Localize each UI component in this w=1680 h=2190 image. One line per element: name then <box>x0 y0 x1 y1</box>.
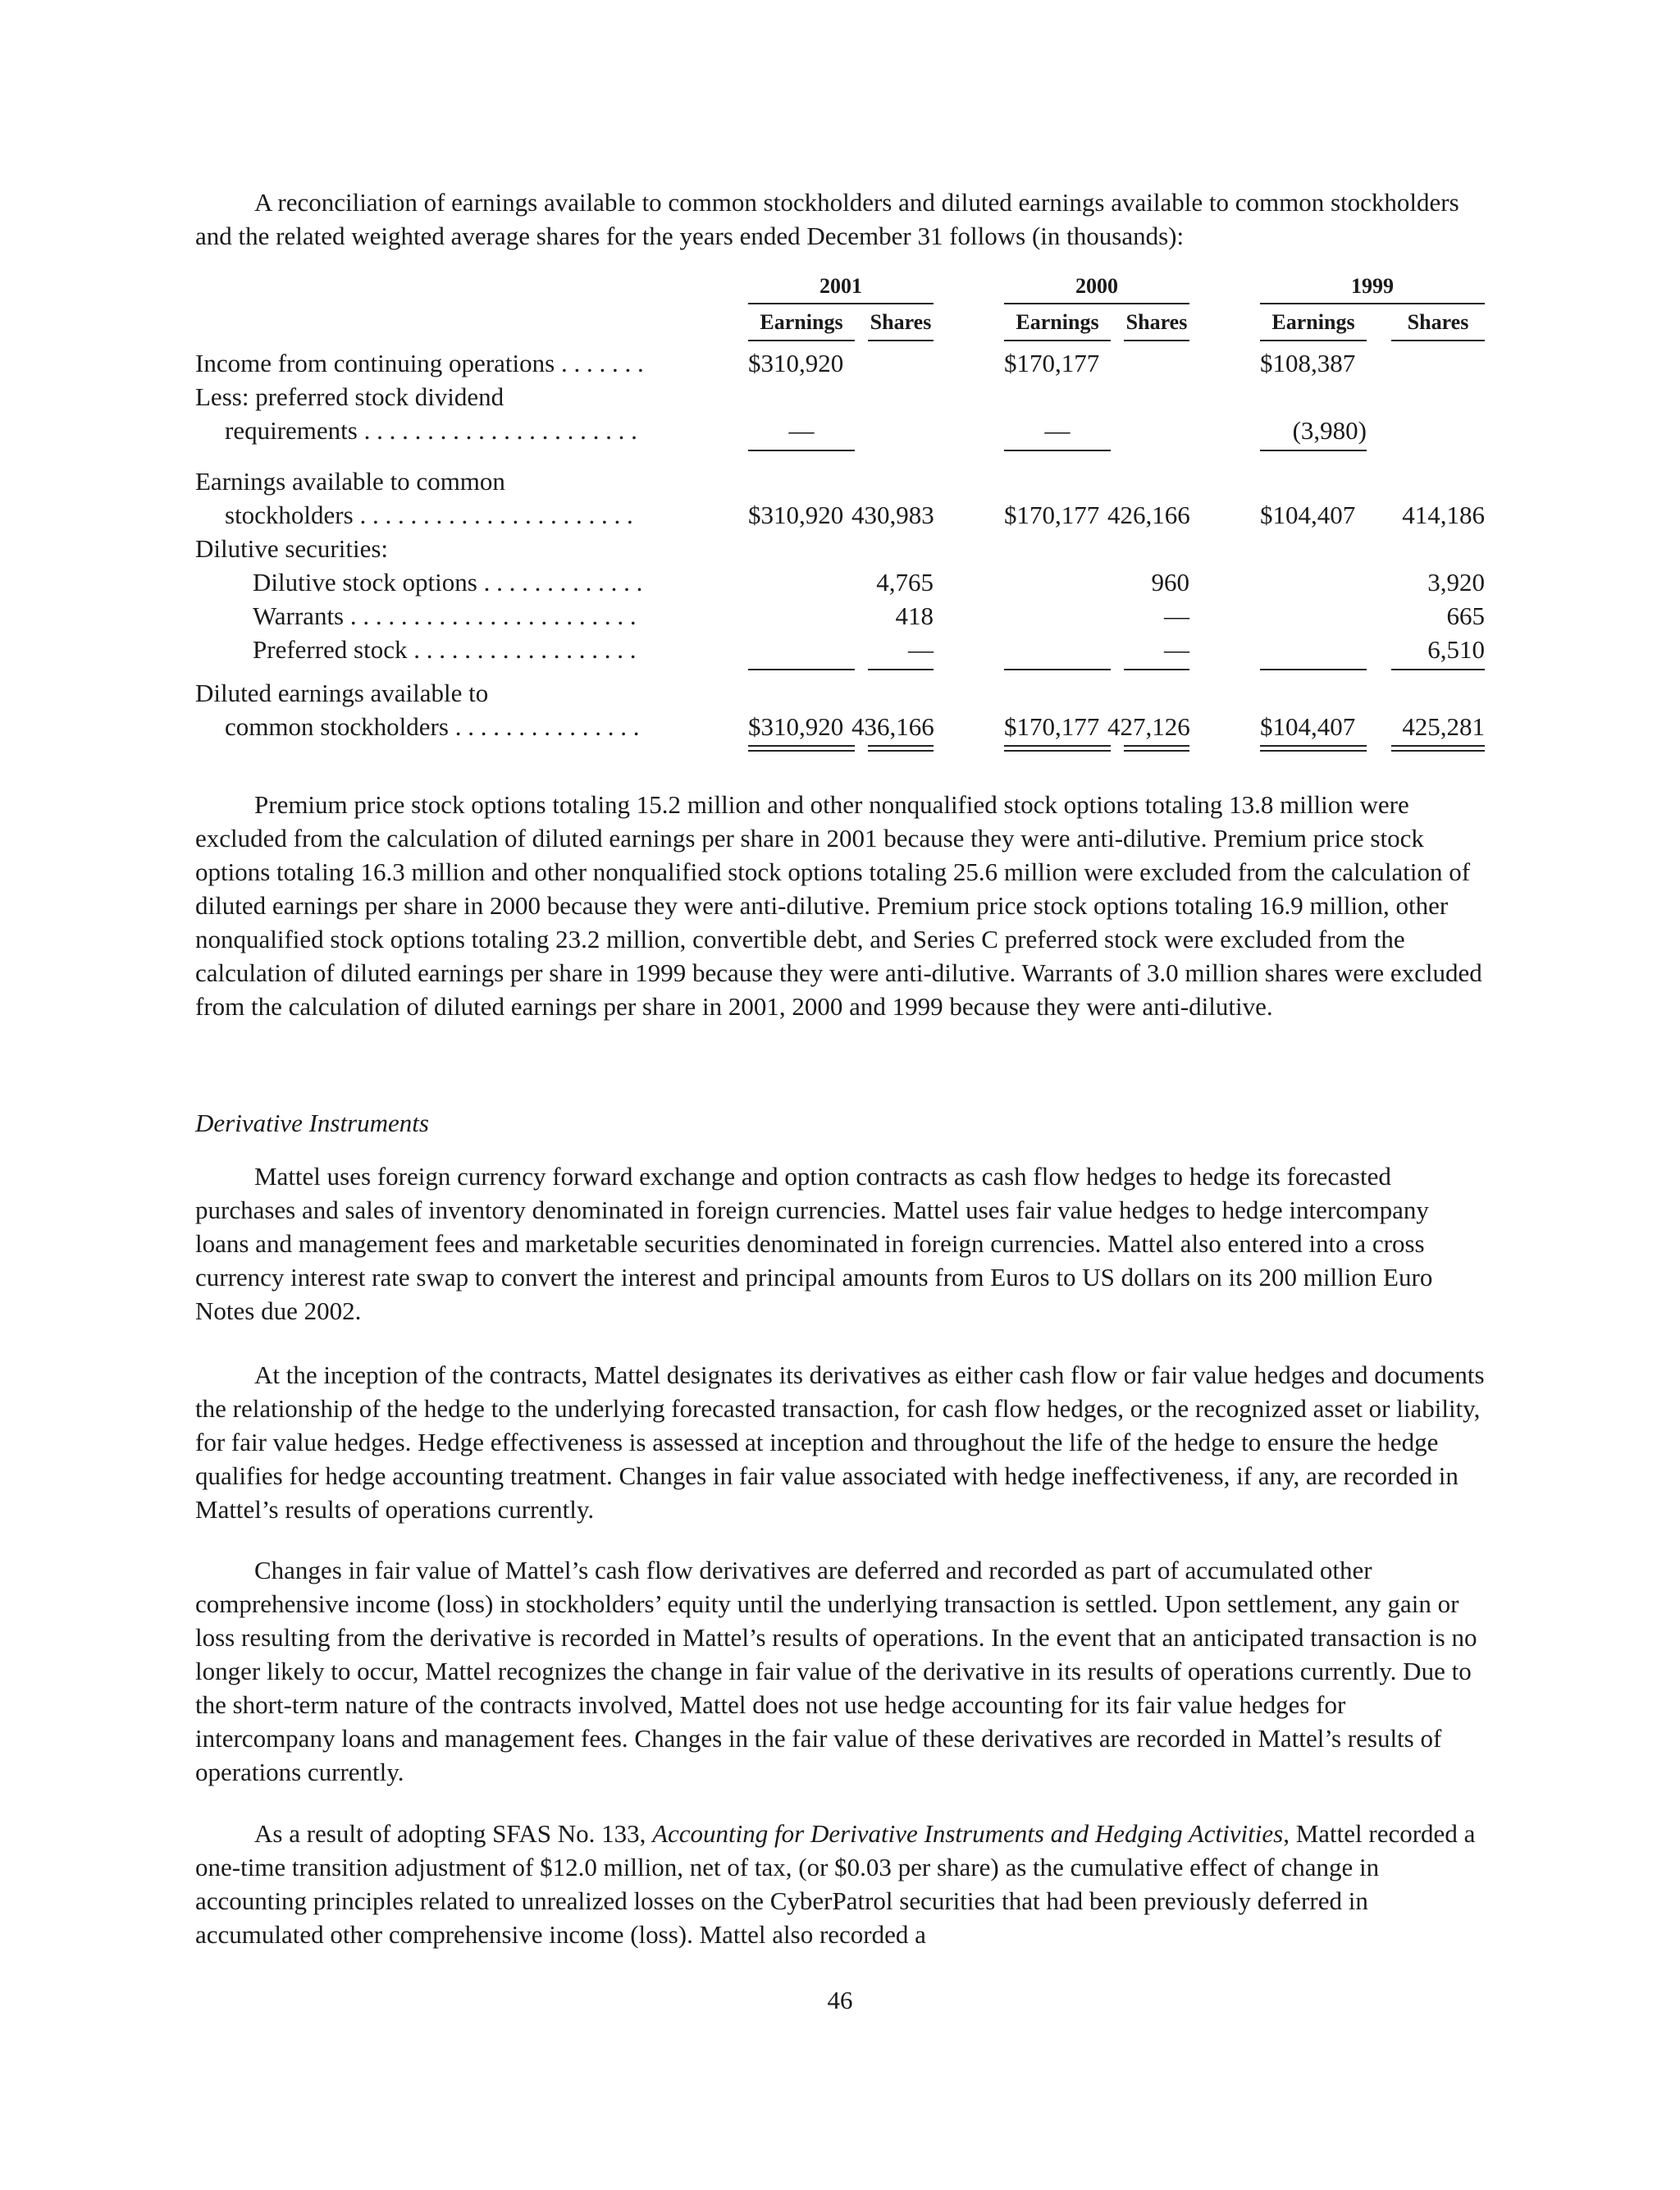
cell-diluted-earnings-2001: $310,920 <box>748 712 844 741</box>
cell-less-earnings-1999: (3,980) <box>1292 416 1367 445</box>
cell-earn-shares-2001: 430,983 <box>851 501 934 529</box>
derivatives-usage-paragraph: Mattel uses foreign currency forward exchange and option contracts as cash flow hedges to hedge its forecasted purchases and sales of inventory denominated in foreign currencies. Mattel uses fair value hedges to hedge intercompany loans and management fees and marketable securities denominated in foreign currencies. Mattel also entered into a cross currency interest rate swap to convert the interest and principal amounts from Euros to US dollars on its 200 million Euro Notes due 2002. <box>195 1162 1433 1325</box>
year-header-2001: 2001 <box>819 274 862 298</box>
row-label-earn-line1: Earnings available to common <box>195 467 505 496</box>
cell-diluted-shares-2001: 436,166 <box>851 712 934 741</box>
sfas-133-title: Accounting for Derivative Instruments and Hedging Activities <box>652 1819 1284 1848</box>
row-label-diluted: common stockholders . . . . . . . . . . . . . . . <box>225 712 640 741</box>
cell-preferred-shares-2000: — <box>1164 635 1189 664</box>
row-label-less: requirements . . . . . . . . . . . . . . . . . . . . . . <box>225 416 637 445</box>
year-header-1999: 1999 <box>1351 274 1394 298</box>
row-label-diluted-line1: Diluted earnings available to <box>195 679 489 707</box>
cell-diluted-shares-1999: 425,281 <box>1402 712 1485 741</box>
cell-earn-earnings-2001: $310,920 <box>748 501 844 529</box>
row-label-income: Income from continuing operations . . . . . . . <box>195 349 644 377</box>
cell-preferred-shares-2001: — <box>908 635 934 664</box>
cell-warrants-shares-1999: 665 <box>1446 601 1485 630</box>
row-label-less-line1: Less: preferred stock dividend <box>195 382 504 411</box>
cell-less-earnings-2000: — <box>1044 416 1071 445</box>
cell-options-shares-1999: 3,920 <box>1427 568 1485 597</box>
page-number: 46 <box>827 1986 853 2014</box>
intro-paragraph: A reconciliation of earnings available to common stockholders and diluted earnings available to common stockholders and the related weighted average shares for the years ended December 31 follows (in thousands): <box>195 188 1459 250</box>
section-heading-derivative-instruments: Derivative Instruments <box>195 1109 429 1137</box>
cell-diluted-shares-2000: 427,126 <box>1107 712 1190 741</box>
sfas-133-paragraph: As a result of adopting SFAS No. 133, Accounting for Derivative Instruments and Hedging Activities, Mattel recorded a one-time transition adjustment of $12.0 million, net of tax, (or $0.03 per share) as the cumulative effect of change in accounting principles related to unrealized losses on the CyberPatrol securities that had been previously deferred in accumulated other comprehensive income (loss). Mattel also recorded a <box>195 1819 1476 1949</box>
col-shares-2001: Shares <box>870 310 932 334</box>
cell-earn-earnings-2000: $170,177 <box>1004 501 1100 529</box>
row-label-preferred: Preferred stock . . . . . . . . . . . . . . . . . . <box>253 635 637 664</box>
cell-earn-shares-1999: 414,186 <box>1402 501 1485 529</box>
row-label-earn: stockholders . . . . . . . . . . . . . . . . . . . . . . <box>225 501 633 529</box>
row-label-dilutive-header: Dilutive securities: <box>195 534 389 563</box>
anti-dilutive-paragraph: Premium price stock options totaling 15.2 million and other nonqualified stock options totaling 13.8 million were excluded from the calculation of diluted earnings per share in 2001 because they were anti-dilutive. Premium price stock options totaling 16.3 million and other nonqualified stock options totaling 25.6 million were excluded from the calculation of diluted earnings per share in 2000 because they were anti-dilutive. Premium price stock options totaling 16.9 million, other nonqualified stock options totaling 23.2 million, convertible debt, and Series C preferred stock were excluded from the calculation of diluted earnings per share in 1999 because they were anti-dilutive. Warrants of 3.0 million shares were excluded from the calculation of diluted earnings per share in 2001, 2000 and 1999 because they were anti-dilutive. <box>195 790 1482 1021</box>
col-shares-1999: Shares <box>1407 310 1469 334</box>
cell-income-earnings-2000: $170,177 <box>1004 349 1100 377</box>
cell-warrants-shares-2001: 418 <box>895 601 934 630</box>
col-shares-2000: Shares <box>1125 310 1188 334</box>
cell-income-earnings-1999: $108,387 <box>1260 349 1356 377</box>
hedge-designation-paragraph: At the inception of the contracts, Mattel designates its derivatives as either cash flow or fair value hedges and documents the relationship of the hedge to the underlying forecasted transaction, for cash flow hedges, or the recognized asset or liability, for fair value hedges. Hedge effectiveness is assessed at inception and throughout the life of the hedge to ensure the hedge qualifies for hedge accounting treatment. Changes in fair value associated with hedge ineffectiveness, if any, are recorded in Mattel’s results of operations currently. <box>195 1360 1485 1524</box>
cell-less-earnings-2001: — <box>788 416 815 445</box>
eps-reconciliation-table <box>195 274 1485 758</box>
cell-options-shares-2000: 960 <box>1151 568 1189 597</box>
cell-preferred-shares-1999: 6,510 <box>1427 635 1485 664</box>
col-earnings-2000: Earnings <box>1016 310 1099 334</box>
cell-options-shares-2001: 4,765 <box>876 568 934 597</box>
cash-flow-derivatives-paragraph: Changes in fair value of Mattel’s cash flow derivatives are deferred and recorded as part of accumulated other comprehensive income (loss) in stockholders’ equity until the underlying transaction is settled. Upon settlement, any gain or loss resulting from the derivative is recorded in Mattel’s results of operations. In the event that an anticipated transaction is no longer likely to occur, Mattel recognizes the change in fair value of the derivative in its results of operations currently. Due to the short-term nature of the contracts involved, Mattel does not use hedge accounting for its fair value hedges for intercompany loans and management fees. Changes in the fair value of these derivatives are recorded in Mattel’s results of operations currently. <box>195 1556 1477 1786</box>
year-header-2000: 2000 <box>1075 274 1118 298</box>
cell-diluted-earnings-1999: $104,407 <box>1260 712 1356 741</box>
cell-earn-earnings-1999: $104,407 <box>1260 501 1356 529</box>
col-earnings-1999: Earnings <box>1271 310 1355 334</box>
cell-warrants-shares-2000: — <box>1164 601 1189 630</box>
row-label-options: Dilutive stock options . . . . . . . . . . . . . <box>253 568 643 597</box>
cell-income-earnings-2001: $310,920 <box>748 349 844 377</box>
cell-diluted-earnings-2000: $170,177 <box>1004 712 1100 741</box>
cell-earn-shares-2000: 426,166 <box>1107 501 1190 529</box>
col-earnings-2001: Earnings <box>760 310 843 334</box>
row-label-warrants: Warrants . . . . . . . . . . . . . . . . . . . . . . . <box>253 601 637 630</box>
